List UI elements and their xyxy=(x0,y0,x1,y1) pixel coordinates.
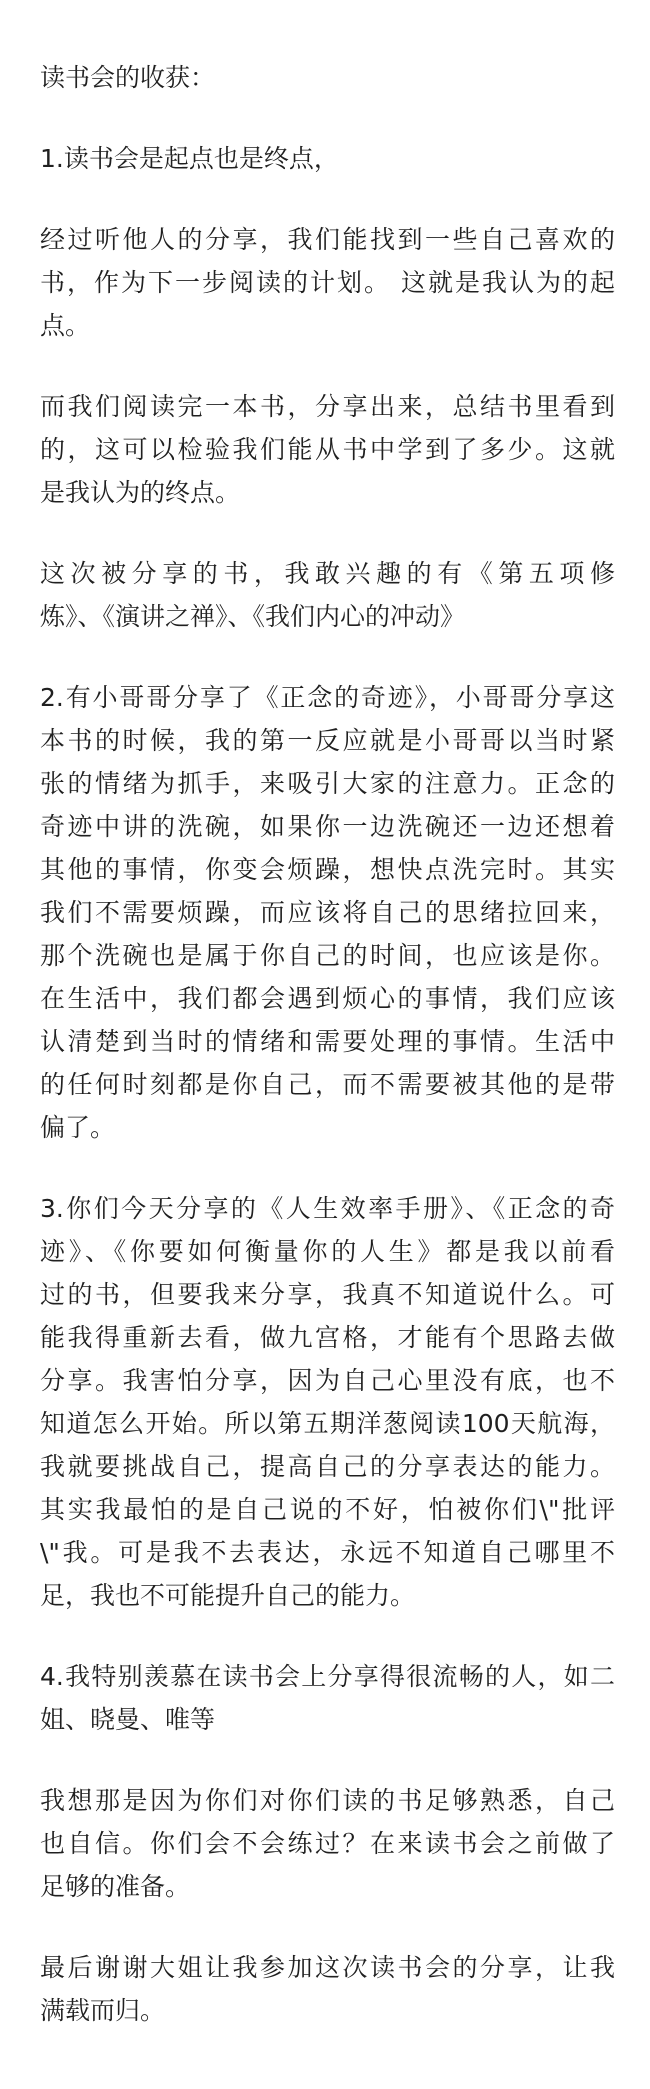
paragraph: 最后谢谢大姐让我参加这次读书会的分享，让我 满载而归。 xyxy=(40,1953,615,2025)
section-1-heading: 1.读书会是起点也是终点， xyxy=(40,144,339,173)
paragraph: 2.有小哥哥分享了《正念的奇迹》，小哥哥分享这 本书的时候，我的第一反应就是小哥哥以当时紧 张的情绪为抓手，来吸引大家的注意力。正念的 奇迹中讲的洗碗，如果你一边洗碗还一边还想着 其他的事情，你变会烦躁，想快点洗完时。其实 我们不需要烦躁，而应该将自己的思绪拉回来， 那个洗碗也是属于你自己的时间，也应该是你。 在生活中，我们都会遇到烦心的事情，我们应该 认清楚到当时的情绪和需要处理的事情。生活中 的任何时刻都是你自己，而不需要被其他的是带 偏了。 xyxy=(40,683,615,1142)
paragraph: 我想那是因为你们对你们读的书足够熟悉，自己 也自信。你们会不会练过？在来读书会之前做了 足够的准备。 xyxy=(40,1786,615,1901)
paragraph: 这次被分享的书，我敢兴趣的有《第五项修 炼》、《演讲之禅》、《我们内心的冲动》 xyxy=(40,559,615,631)
document-title: 读书会的收获： xyxy=(40,63,216,92)
paragraph: 而我们阅读完一本书，分享出来，总结书里看到 的，这可以检验我们能从书中学到了多少。这就 是我认为的终点。 xyxy=(40,392,615,507)
document-body xyxy=(40,56,615,2032)
paragraph: 3.你们今天分享的《人生效率手册》、《正念的奇 迹》、《你要如何衡量你的人生》都是我以前看 过的书，但要我来分享，我真不知道说什么。可 能我得重新去看，做九宫格，才能有个思路去做 分享。我害怕分享，因为自己心里没有底，也不 知道怎么开始。所以第五期洋葱阅读100天航海， 我就要挑战自己，提高自己的分享表达的能力。 其实我最怕的是自己说的不好，怕被你们\"批评 \"我。可是我不去表达，永远不知道自己哪里不 足，我也不可能提升自己的能力。 xyxy=(40,1194,615,1610)
paragraph: 4.我特别羡慕在读书会上分享得很流畅的人，如二 姐、晓曼、唯等 xyxy=(40,1662,615,1734)
paragraph: 经过听他人的分享，我们能找到一些自己喜欢的 书，作为下一步阅读的计划。 这就是我认为的起 点。 xyxy=(40,225,615,340)
